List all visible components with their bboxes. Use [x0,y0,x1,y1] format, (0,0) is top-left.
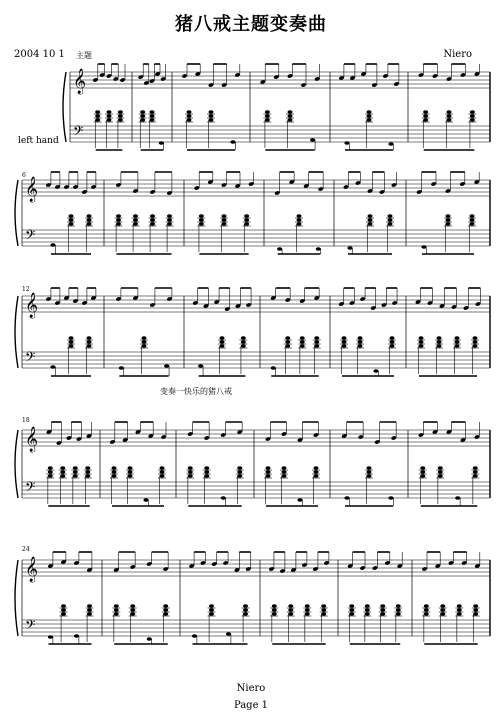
chord-note-head [243,608,248,611]
chord-note-head [142,344,147,347]
chord-note-head [321,604,326,607]
chord-note-head [473,470,478,473]
note-head [147,637,152,641]
chord-note-head [396,612,401,615]
chord-note-head [61,604,66,607]
chord-note-head [390,344,395,347]
chord-note-head [199,218,204,221]
note-head [344,141,349,145]
chord-note-head [222,214,227,217]
chord-note-head [321,608,326,611]
chord-note-head [419,344,424,347]
chord-note-head [438,466,443,469]
chord-note-head [133,222,138,225]
chord-note-head [365,612,370,615]
chord-note-head [272,604,277,607]
chord-note-head [473,604,478,607]
chord-note-head [446,214,451,217]
chord-note-head [288,608,293,611]
chord-note-head [199,222,204,225]
note-head [48,635,53,639]
chord-note-head [87,340,92,343]
chord-note-head [297,218,302,221]
chord-note-head [244,222,249,225]
note-head [271,366,276,370]
chord-note-head [60,470,65,473]
chord-note-head [367,470,372,473]
chord-note-head [358,336,363,339]
chord-note-head [473,340,478,343]
note-head [74,634,79,638]
chord-note-head [73,466,78,469]
chord-note-head [288,114,293,117]
chord-note-head [112,466,117,469]
chord-note-head [87,608,92,611]
chord-note-head [473,344,478,347]
chord-note-head [367,118,372,121]
chord-note-head [368,218,373,221]
treble-clef-icon: 𝄞 [25,427,39,452]
chord-note-head [73,474,78,477]
chord-note-head [266,474,271,477]
chord-note-head [118,110,123,113]
chord-note-head [265,110,270,113]
chord-note-head [380,604,385,607]
chord-note-head [288,604,293,607]
chord-note-head [419,340,424,343]
chord-note-head [237,474,242,477]
chord-note-head [349,608,354,611]
chord-note-head [358,340,363,343]
chord-note-head [455,344,460,347]
chord-note-head [48,470,53,473]
measure-number: 18 [22,417,30,424]
date-label: 2004 10 1 [14,49,65,60]
chord-note-head [209,608,214,611]
note-head [198,364,203,368]
chord-note-head [150,214,155,217]
chord-note-head [419,336,424,339]
chord-note-head [48,474,53,477]
chord-note-head [112,474,117,477]
chord-note-head [365,608,370,611]
chord-note-head [209,110,214,113]
chord-note-head [150,110,155,113]
chord-note-head [285,336,290,339]
chord-note-head [188,474,193,477]
chord-note-head [396,608,401,611]
chord-note-head [473,466,478,469]
chord-note-head [423,118,428,121]
chord-note-head [116,218,121,221]
brace [15,430,18,498]
chord-note-head [163,608,168,611]
measure-number: 24 [22,546,30,553]
chord-note-head [107,110,112,113]
chord-note-head [288,118,293,121]
chord-note-head [244,214,249,217]
chord-note-head [142,336,147,339]
chord-note-head [470,222,475,225]
bass-clef-icon: 𝄢 [25,617,36,636]
chord-note-head [140,114,145,117]
chord-note-head [85,466,90,469]
chord-note-head [440,604,445,607]
chord-note-head [237,466,242,469]
chord-note-head [265,118,270,121]
chord-note-head [380,608,385,611]
chord-note-head [473,612,478,615]
chord-note-head [272,608,277,611]
chord-note-head [160,470,165,473]
chord-note-head [87,612,92,615]
chord-note-head [321,612,326,615]
chord-note-head [107,114,112,117]
chord-note-head [87,344,92,347]
chord-note-head [204,466,209,469]
variation-annotation: 变奏一快乐的猪八戒 [160,387,232,396]
chord-note-head [266,466,271,469]
chord-note-head [60,466,65,469]
chord-note-head [85,470,90,473]
chord-note-head [446,222,451,225]
measure-number: 6 [22,172,26,179]
chord-note-head [87,218,92,221]
chord-note-head [167,218,172,221]
chord-note-head [87,214,92,217]
chord-note-head [114,604,119,607]
chord-note-head [437,336,442,339]
chord-note-head [187,118,192,121]
chord-note-head [243,612,248,615]
chord-note-head [440,612,445,615]
chord-note-head [187,110,192,113]
left-hand-label: left hand [18,136,59,146]
chord-note-head [396,604,401,607]
note-head [373,369,378,373]
note-head [226,632,231,636]
chord-note-head [457,612,462,615]
chord-note-head [272,612,277,615]
chord-note-head [368,214,373,217]
chord-note-head [300,344,305,347]
brace [15,180,18,246]
chord-note-head [69,222,74,225]
chord-note-head [424,608,429,611]
chord-note-head [349,612,354,615]
note-head [192,634,197,638]
chord-note-head [424,604,429,607]
chord-note-head [128,474,133,477]
chord-note-head [300,336,305,339]
chord-note-head [95,114,100,117]
treble-clef-icon: 𝄞 [25,177,39,202]
chord-note-head [342,336,347,339]
chord-note-head [455,340,460,343]
chord-note-head [114,608,119,611]
chord-note-head [112,470,117,473]
chord-note-head [150,118,155,121]
chord-note-head [446,218,451,221]
chord-note-head [209,604,214,607]
chord-note-head [438,470,443,473]
note-head [221,496,226,500]
chord-note-head [87,222,92,225]
note-head [388,142,393,146]
note-head [388,496,393,500]
chord-note-head [128,466,133,469]
chord-note-head [107,118,112,121]
chord-note-head [220,340,225,343]
chord-note-head [349,604,354,607]
note-head [159,141,164,145]
chord-note-head [150,114,155,117]
chord-note-head [314,466,319,469]
chord-note-head [388,222,393,225]
chord-note-head [455,336,460,339]
treble-clef-icon: 𝄞 [73,69,87,94]
chord-note-head [163,604,168,607]
chord-note-head [87,336,92,339]
chord-note-head [285,344,290,347]
chord-note-head [300,340,305,343]
chord-note-head [222,218,227,221]
chord-note-head [457,608,462,611]
chord-note-head [367,110,372,113]
chord-note-head [470,114,475,117]
chord-note-head [380,612,385,615]
note-head [50,365,55,369]
chord-note-head [241,344,246,347]
chord-note-head [241,336,246,339]
chord-note-head [209,114,214,117]
chord-note-head [150,222,155,225]
chord-note-head [187,114,192,117]
chord-note-head [128,470,133,473]
chord-note-head [220,336,225,339]
bass-clef-icon: 𝄢 [25,479,36,498]
chord-note-head [420,466,425,469]
chord-note-head [244,218,249,221]
chord-note-head [288,110,293,113]
note-head [119,366,124,370]
chord-note-head [140,118,145,121]
bass-clef-icon: 𝄢 [73,123,84,142]
chord-note-head [199,214,204,217]
bass-clef-icon: 𝄢 [25,227,36,246]
chord-note-head [133,214,138,217]
note-head [421,245,426,249]
chord-note-head [69,214,74,217]
brace [63,72,66,142]
note-head [347,246,352,250]
chord-note-head [188,466,193,469]
chord-note-head [220,344,225,347]
chord-note-head [130,604,135,607]
chord-note-head [204,470,209,473]
chord-note-head [388,218,393,221]
chord-note-head [48,466,53,469]
chord-note-head [447,114,452,117]
note-head [230,140,235,144]
chord-note-head [473,474,478,477]
chord-note-head [314,474,319,477]
chord-note-head [342,340,347,343]
note-head [316,247,321,251]
chord-note-head [368,222,373,225]
chord-note-head [342,344,347,347]
chord-note-head [314,340,319,343]
chord-note-head [305,608,310,611]
note-head [297,498,302,502]
chord-note-head [133,218,138,221]
chord-note-head [188,470,193,473]
brace [15,296,18,368]
chord-note-head [314,470,319,473]
chord-note-head [314,336,319,339]
chord-note-head [69,336,74,339]
chord-note-head [424,612,429,615]
chord-note-head [69,218,74,221]
chord-note-head [116,222,121,225]
chord-note-head [438,474,443,477]
chord-note-head [266,470,271,473]
chord-note-head [420,470,425,473]
chord-note-head [73,470,78,473]
chord-note-head [61,612,66,615]
chord-note-head [358,344,363,347]
chord-note-head [282,470,287,473]
note-head [50,243,55,247]
chord-note-head [437,344,442,347]
chord-note-head [285,340,290,343]
chord-note-head [118,114,123,117]
footer-page: Page 1 [233,700,269,711]
chord-note-head [87,604,92,607]
chord-note-head [209,612,214,615]
chord-note-head [160,474,165,477]
treble-clef-icon: 𝄞 [25,557,39,582]
chord-note-head [116,214,121,217]
chord-note-head [167,222,172,225]
chord-note-head [95,110,100,113]
chord-note-head [60,474,65,477]
chord-note-head [118,118,123,121]
chord-note-head [367,114,372,117]
chord-note-head [390,336,395,339]
chord-note-head [388,214,393,217]
chord-note-head [142,340,147,343]
tempo-mark: 主题 [76,51,92,60]
chord-note-head [305,604,310,607]
chord-note-head [204,474,209,477]
bass-clef-icon: 𝄢 [25,349,36,368]
chord-note-head [222,222,227,225]
chord-note-head [365,604,370,607]
note-head [277,247,282,251]
chord-note-head [297,214,302,217]
chord-note-head [457,604,462,607]
chord-note-head [367,466,372,469]
chord-note-head [447,118,452,121]
chord-note-head [473,336,478,339]
chord-note-head [95,118,100,121]
chord-note-head [470,110,475,113]
chord-note-head [470,214,475,217]
chord-note-head [305,612,310,615]
chord-note-head [473,608,478,611]
chord-note-head [314,344,319,347]
chord-note-head [265,114,270,117]
chord-note-head [470,218,475,221]
footer-author: Niero [236,683,266,694]
chord-note-head [297,222,302,225]
note-head [143,498,148,502]
chord-note-head [282,474,287,477]
chord-note-head [390,340,395,343]
chord-note-head [367,474,372,477]
chord-note-head [140,110,145,113]
chord-note-head [163,612,168,615]
note-head [455,496,460,500]
chord-note-head [209,118,214,121]
chord-note-head [160,466,165,469]
chord-note-head [288,612,293,615]
chord-note-head [282,466,287,469]
chord-note-head [470,118,475,121]
chord-note-head [243,604,248,607]
chord-note-head [167,214,172,217]
chord-note-head [61,608,66,611]
chord-note-head [150,218,155,221]
chord-note-head [447,110,452,113]
composer-name: Niero [443,49,472,60]
chord-note-head [241,340,246,343]
chord-note-head [130,612,135,615]
treble-clef-icon: 𝄞 [25,293,39,318]
chord-note-head [114,612,119,615]
note-head [164,364,169,368]
note-head [310,138,315,142]
chord-note-head [69,340,74,343]
measure-number: 12 [22,286,30,293]
chord-note-head [69,344,74,347]
brace [15,560,18,636]
chord-note-head [423,110,428,113]
chord-note-head [440,608,445,611]
chord-note-head [85,474,90,477]
note-head [344,496,349,500]
chord-note-head [237,470,242,473]
score-title: 猪八戒主题变奏曲 [175,14,327,35]
chord-note-head [130,608,135,611]
chord-note-head [437,340,442,343]
chord-note-head [420,474,425,477]
chord-note-head [423,114,428,117]
